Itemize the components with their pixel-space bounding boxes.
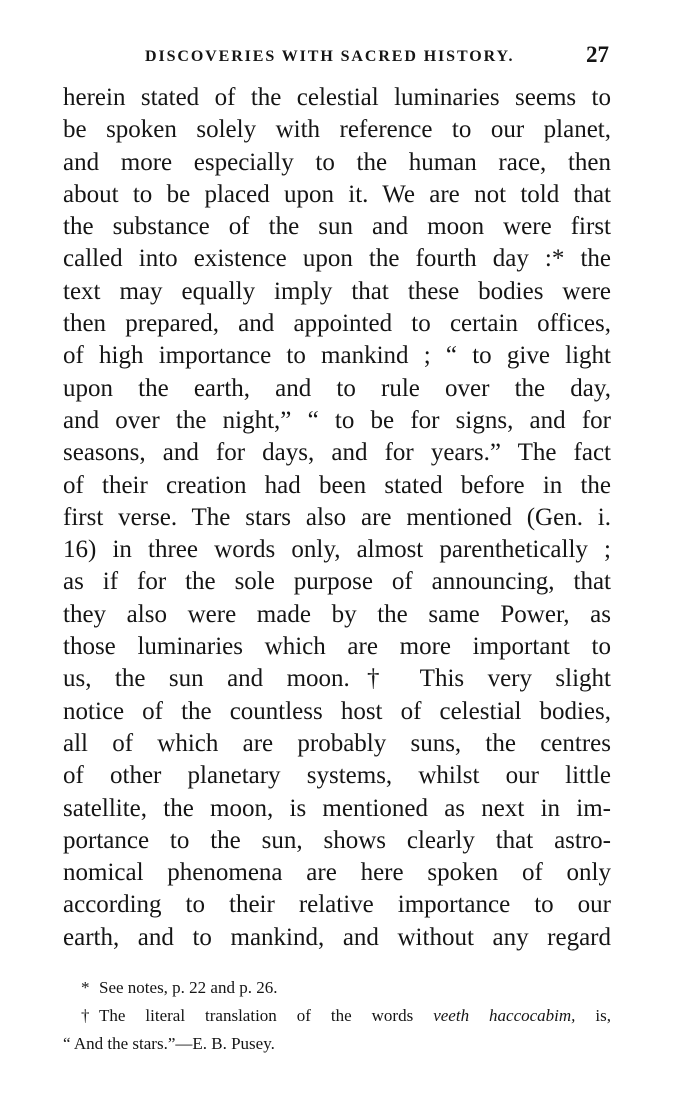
text-line: they also were made by the same Power, as [63,600,611,628]
text-line: first verse. The stars also are mentioned (Gen. i. [63,503,611,531]
text-line: as if for the sole purpose of announcing, that [63,568,611,596]
footnote-marker: † [81,1006,90,1026]
text-line: nomical phenomena are here spoken of only [63,859,611,887]
page-number: 27 [586,42,609,67]
text-line: seasons, and for days, and for years.” The fact [63,439,611,467]
footnote-1 [63,974,611,1002]
text-line: of high importance to mankind ; “ to give light [63,342,611,370]
text-line: then prepared, and appointed to certain offices, [63,310,611,338]
footnote-text: The literal translation of the words [99,1006,414,1026]
footnote-2-continuation: “ And the stars.”—E. B. Pusey. [63,1034,275,1054]
text-line: and over the night,” “ to be for signs, and for [63,406,611,434]
footnote-text: is, [595,1006,612,1026]
text-line: herein stated of the celestial luminaries seems to [63,84,611,111]
text-line: upon the earth, and to rule over the day, [63,374,611,402]
text-line: be spoken solely with reference to our planet, [63,116,611,144]
text-line: us, the sun and moon.† This very slight [63,665,611,693]
body-text [63,82,611,954]
footnote-2 [63,1002,611,1030]
footnote-text: See notes, p. 22 and p. 26. [99,978,278,998]
text-line: satellite, the moon, is mentioned as next in im- [63,794,611,822]
running-head [63,40,611,80]
text-line: of their creation had been stated before in the [63,471,611,499]
book-page [63,40,611,1058]
text-line: those luminaries which are more important to [63,633,611,661]
text-line: portance to the sun, shows clearly that astro- [63,826,611,854]
text-line: of other planetary systems, whilst our little [63,762,611,790]
text-line: according to their relative importance to our [63,891,611,919]
text-line: and more especially to the human race, then [63,148,611,176]
text-line: notice of the countless host of celestial bodies, [63,697,611,725]
footnote-marker: * [81,978,90,998]
text-line: called into existence upon the fourth day :* the [63,245,611,273]
text-line: earth, and to mankind, and without any regard [63,923,611,951]
text-line: the substance of the sun and moon were first [63,213,611,241]
footnotes [63,974,611,1058]
text-line: all of which are probably suns, the centres [63,729,611,757]
text-line: about to be placed upon it. We are not told that [63,180,611,208]
text-line: text may equally imply that these bodies were [63,277,611,305]
footnote-italic-phrase: veeth haccocabim, [433,1006,576,1026]
running-title: DISCOVERIES WITH SACRED HISTORY. [145,48,515,65]
text-line: 16) in three words only, almost parenthetically ; [63,536,611,564]
